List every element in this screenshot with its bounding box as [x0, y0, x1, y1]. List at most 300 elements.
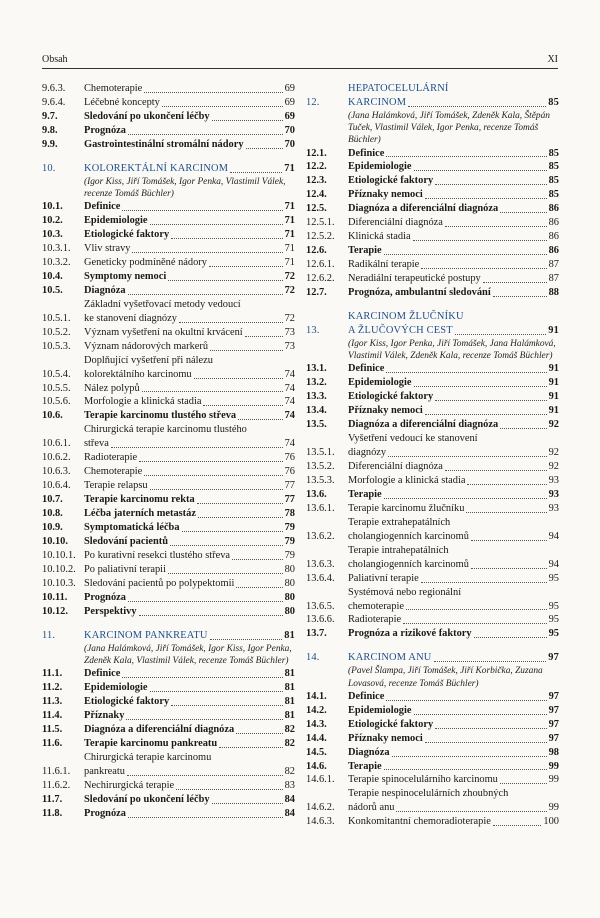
entry-page-number: 87 — [548, 273, 559, 285]
dot-leader — [483, 282, 547, 283]
entry-number: 10.5.5. — [42, 382, 71, 394]
chapter-authors: (Pavel Šlampa, Jiří Tomášek, Jiří Korbička, Zuzana Lovasová, recenze Tomáš Büchler) — [348, 666, 543, 689]
entry-title-line2: KARCINOM — [348, 96, 407, 108]
entry-number: 13.6.1. — [306, 502, 335, 514]
entry-title-text: Perspektivy — [84, 605, 137, 617]
toc-entry[interactable] — [306, 627, 559, 641]
dot-leader — [210, 350, 283, 351]
entry-page-number: 95 — [548, 600, 559, 612]
entry-number: 13.5.3. — [306, 474, 335, 486]
entry-page-number: 76 — [284, 452, 295, 464]
entry-page-number: 95 — [548, 614, 559, 626]
toc-entry[interactable] — [306, 418, 559, 432]
entry-page-number: 79 — [284, 536, 295, 547]
toc-entry[interactable] — [42, 605, 295, 619]
dot-leader — [500, 428, 546, 429]
entry-title — [348, 362, 549, 376]
entry-number: 12.6. — [306, 245, 327, 257]
entry-page-number: 97 — [548, 690, 559, 702]
entry-title — [348, 488, 549, 502]
entry-page-number: 83 — [284, 779, 295, 791]
toc-entry[interactable] — [42, 354, 295, 382]
entry-title-line1: Chirurgická terapie karcinomu tlustého — [84, 424, 247, 436]
toc-entry[interactable] — [306, 286, 559, 300]
entry-title-line2: A ŽLUČOVÝCH CEST — [348, 324, 453, 336]
entry-title — [84, 479, 285, 493]
chapter-authors: (Jana Halámková, Jiří Tomášek, Igor Kiss, Igor Penka, Zdeněk Kala, Vlastimil Válek, recenze Tomáš Büchler) — [84, 643, 292, 666]
entry-title — [348, 432, 549, 460]
entry-number: 13.4. — [306, 405, 327, 417]
entry-number: 14.3. — [306, 718, 327, 730]
toc-entry[interactable] — [306, 460, 559, 474]
entry-title — [84, 807, 285, 821]
toc-entry[interactable] — [42, 681, 295, 695]
entry-title-text: Příznaky nemoci — [348, 189, 423, 201]
entry-title-text: Nález polypů — [84, 382, 140, 394]
entry-number: 9.6.4. — [42, 96, 66, 108]
entry-number: 10.10. — [42, 536, 68, 547]
entry-title-text: Sledování pacientů — [84, 536, 169, 547]
dot-leader — [142, 391, 283, 392]
dot-leader — [209, 266, 283, 267]
entry-title-text: KARCINOM PANKREATU — [84, 629, 208, 641]
entry-title-line2: cholangiogenních karcinomů — [348, 530, 469, 542]
entry-number: 10.12. — [42, 605, 68, 617]
toc-entry[interactable] — [306, 404, 559, 418]
dot-leader — [150, 224, 283, 225]
dot-leader — [493, 296, 547, 297]
dot-leader — [466, 512, 546, 513]
toc-entry[interactable] — [42, 535, 295, 549]
entry-title-text: Etiologické faktory — [84, 695, 170, 707]
entry-title-text: Terapie karcinomu rekta — [84, 494, 195, 506]
toc-entry[interactable] — [42, 298, 295, 326]
entry-page-number: 82 — [284, 737, 295, 749]
entry-number: 13.6.3. — [306, 558, 335, 570]
entry-number: 12.6.1. — [306, 259, 335, 271]
entry-page-number: 81 — [284, 709, 295, 721]
entry-title — [348, 690, 549, 704]
entry-title-text: Definice — [348, 690, 385, 702]
entry-title — [84, 82, 285, 96]
dot-leader — [408, 106, 546, 107]
toc-entry[interactable] — [42, 340, 295, 354]
entry-number: 13.7. — [306, 628, 327, 640]
dot-leader — [413, 240, 547, 241]
entry-page-number: 72 — [284, 270, 295, 282]
entry-page-number: 94 — [548, 530, 559, 542]
entry-page-number: 72 — [284, 284, 295, 296]
section-gap — [42, 152, 295, 162]
entry-title — [348, 244, 549, 258]
toc-entry[interactable] — [306, 174, 559, 188]
toc-entry[interactable] — [306, 586, 559, 614]
entry-title — [348, 651, 548, 665]
entry-page-number: 95 — [548, 572, 559, 584]
entry-page-number: 92 — [548, 419, 559, 431]
entry-number: 10.7. — [42, 494, 63, 506]
entry-title — [348, 718, 549, 732]
toc-entry[interactable] — [42, 96, 295, 110]
dot-leader — [384, 498, 547, 499]
entry-title — [84, 162, 284, 176]
entry-title-last-line — [348, 324, 548, 338]
toc-entry[interactable] — [42, 465, 295, 479]
entry-page-number: 71 — [284, 242, 295, 254]
toc-entry[interactable] — [42, 326, 295, 340]
toc-chapter-entry[interactable] — [306, 651, 559, 665]
entry-page-number: 93 — [548, 488, 559, 500]
toc-entry[interactable] — [306, 760, 559, 774]
entry-page-number: 72 — [284, 312, 295, 324]
entry-title-text: Etiologické faktory — [348, 391, 434, 403]
entry-title — [84, 214, 285, 228]
toc-entry[interactable] — [306, 272, 559, 286]
toc-entry[interactable] — [42, 110, 295, 124]
toc-chapter-entry[interactable] — [42, 629, 295, 643]
dot-leader — [474, 637, 547, 638]
entry-title — [348, 544, 549, 572]
dot-leader — [434, 661, 547, 662]
entry-number: 10.5.3. — [42, 340, 71, 352]
entry-page-number: 97 — [548, 732, 559, 744]
entry-number: 14.6.1. — [306, 774, 335, 786]
toc-entry[interactable] — [306, 432, 559, 460]
entry-number: 12.6.2. — [306, 273, 335, 285]
toc-entry[interactable] — [306, 690, 559, 704]
entry-page-number: 92 — [548, 447, 559, 459]
entry-title — [348, 418, 549, 432]
dot-leader — [386, 372, 546, 373]
entry-title-line2: nádorů anu — [348, 802, 395, 814]
dot-leader — [245, 336, 283, 337]
entry-title-text: Terapie karcinomu pankreatu — [84, 737, 218, 749]
toc-entry[interactable] — [42, 228, 295, 242]
dot-leader — [128, 817, 283, 818]
toc-entry[interactable] — [42, 563, 295, 577]
entry-title — [348, 376, 549, 390]
toc-entry[interactable] — [42, 479, 295, 493]
toc-entry[interactable] — [306, 230, 559, 244]
entry-title-text: Epidemiologie — [348, 161, 412, 173]
dot-leader — [150, 691, 283, 692]
toc-entry[interactable] — [306, 815, 559, 829]
entry-title-text: Diagnóza — [348, 746, 390, 758]
toc-entry[interactable] — [42, 423, 295, 451]
dot-leader — [414, 170, 547, 171]
toc-entry[interactable] — [306, 258, 559, 272]
dot-leader — [396, 811, 546, 812]
entry-title-text: Etiologické faktory — [348, 718, 434, 730]
entry-number: 10.5.6. — [42, 396, 71, 408]
entry-title — [84, 284, 285, 298]
dot-leader — [421, 582, 547, 583]
dot-leader — [403, 623, 547, 624]
toc-entry[interactable] — [42, 493, 295, 507]
entry-title — [84, 591, 285, 605]
entry-number: 10.6.3. — [42, 466, 71, 478]
toc-entry[interactable] — [42, 695, 295, 709]
entry-page-number: 73 — [284, 340, 295, 352]
entry-page-number: 80 — [284, 577, 295, 589]
entry-number: 13.6.5. — [306, 600, 335, 612]
entry-number: 13.2. — [306, 377, 327, 389]
entry-number: 10.2. — [42, 215, 63, 227]
entry-title — [84, 110, 285, 124]
entry-title-text: Epidemiologie — [84, 682, 148, 694]
toc-chapter-entry[interactable] — [42, 162, 295, 176]
entry-page-number: 77 — [284, 480, 295, 492]
toc-entry[interactable] — [42, 284, 295, 298]
toc-entry[interactable] — [306, 147, 559, 161]
toc-entry[interactable] — [42, 737, 295, 751]
entry-title-text: Morfologie a klinická stadia — [348, 474, 466, 486]
entry-title — [84, 549, 285, 563]
entry-title-text: Diferenciální diagnóza — [348, 460, 443, 472]
dot-leader — [194, 378, 283, 379]
toc-entry[interactable] — [42, 382, 295, 396]
entry-title-line2: ke stanovení diagnózy — [84, 312, 177, 324]
dot-leader — [425, 742, 547, 743]
entry-title — [348, 390, 549, 404]
toc-entry[interactable] — [306, 376, 559, 390]
entry-title-text: Prognóza — [84, 807, 126, 819]
entry-title-text: Diagnóza a diferenciální diagnóza — [84, 723, 235, 735]
entry-title — [348, 258, 549, 272]
dot-leader — [238, 419, 283, 420]
dot-leader — [219, 747, 282, 748]
entry-number: 11.3. — [42, 695, 63, 707]
entry-page-number: 81 — [284, 682, 295, 694]
toc-entry[interactable] — [42, 667, 295, 681]
entry-title — [84, 409, 285, 423]
toc-entry[interactable] — [306, 202, 559, 216]
entry-title — [84, 577, 285, 591]
entry-page-number: 73 — [284, 326, 295, 338]
entry-title — [84, 200, 285, 214]
entry-title — [348, 704, 549, 718]
entry-number: 10.6. — [42, 410, 63, 422]
toc-entry[interactable] — [306, 188, 559, 202]
dot-leader — [176, 789, 283, 790]
entry-number: 10.10.1. — [42, 549, 76, 561]
dot-leader — [236, 587, 282, 588]
entry-title — [84, 507, 285, 521]
toc-entry[interactable] — [306, 516, 559, 544]
entry-number: 10.3.2. — [42, 256, 71, 268]
toc-entry[interactable] — [306, 613, 559, 627]
toc-entry[interactable] — [306, 704, 559, 718]
entry-title-line2: chemoterapie — [348, 600, 404, 612]
chapter-authors: (Igor Kiss, Jiří Tomášek, Igor Penka, Vlastimil Válek, recenze Tomáš Büchler) — [84, 176, 286, 199]
entry-title-text: Diagnóza a diferenciální diagnóza — [348, 419, 499, 431]
entry-number: 12. — [306, 96, 320, 108]
dot-leader — [493, 825, 542, 826]
dot-leader — [445, 226, 547, 227]
toc-entry[interactable] — [42, 507, 295, 521]
toc-chapter-entry[interactable] — [306, 310, 559, 338]
entry-title-line1: HEPATOCELULÁRNÍ — [348, 83, 449, 94]
dot-leader — [197, 503, 283, 504]
entry-title — [84, 681, 285, 695]
entry-title-text: Klinická stadia — [348, 231, 411, 243]
entry-number: 13. — [306, 324, 320, 336]
entry-title-line2: pankreatu — [84, 765, 125, 777]
toc-entry[interactable] — [306, 362, 559, 376]
entry-number: 10. — [42, 162, 56, 174]
entry-title — [84, 563, 285, 577]
entry-page-number: 85 — [548, 147, 559, 159]
entry-page-number: 79 — [284, 549, 295, 561]
entry-title-line1: Doplňující vyšetření při nálezu — [84, 354, 213, 366]
entry-title-text: Neradiální terapeutické postupy — [348, 273, 481, 285]
toc-entry[interactable] — [42, 270, 295, 284]
entry-page-number: 100 — [543, 816, 559, 828]
toc-entry[interactable] — [306, 160, 559, 174]
toc-entry[interactable] — [42, 242, 295, 256]
entry-page-number: 99 — [548, 802, 559, 814]
toc-entry[interactable] — [306, 474, 559, 488]
entry-title — [84, 493, 285, 507]
chapter-authors: (Igor Kiss, Igor Penka, Jiří Tomášek, Jana Halámková, Vlastimil Válek, Zdeněk Kala, recenze Tomáš Büchler) — [348, 338, 556, 362]
toc-entry[interactable] — [42, 451, 295, 465]
toc-entry[interactable] — [306, 746, 559, 760]
entry-title-line2: cholangiogenních karcinomů — [348, 558, 469, 570]
entry-page-number: 74 — [284, 396, 295, 408]
entry-title — [348, 586, 549, 614]
dot-leader — [210, 639, 283, 640]
dot-leader — [127, 775, 283, 776]
entry-page-number: 88 — [548, 287, 559, 299]
entry-title — [84, 779, 285, 793]
entry-title-text: Chemoterapie — [84, 83, 143, 94]
toc-entry[interactable] — [42, 214, 295, 228]
toc-entry[interactable] — [42, 200, 295, 214]
entry-number: 10.3. — [42, 229, 63, 241]
entry-title — [84, 667, 285, 681]
entry-number: 10.6.4. — [42, 480, 71, 492]
toc-entry[interactable] — [306, 718, 559, 732]
entry-page-number: 82 — [284, 765, 295, 777]
entry-page-number: 87 — [548, 259, 559, 271]
entry-title-text: Terapie — [348, 760, 382, 772]
toc-entry[interactable] — [42, 256, 295, 270]
dot-leader — [467, 484, 546, 485]
entry-title — [84, 709, 285, 723]
entry-title-text: Radikální terapie — [348, 259, 420, 271]
dot-leader — [144, 475, 282, 476]
dot-leader — [425, 414, 547, 415]
toc-entry[interactable] — [306, 773, 559, 787]
entry-title-text: Symptomatická léčba — [84, 522, 180, 534]
toc-entry[interactable] — [42, 549, 295, 563]
entry-title-text: Příznaky nemoci — [348, 405, 423, 417]
entry-title — [348, 572, 549, 586]
entry-page-number: 71 — [284, 215, 295, 227]
entry-number: 13.1. — [306, 363, 327, 375]
entry-number: 12.7. — [306, 287, 327, 299]
entry-page-number: 93 — [548, 474, 559, 486]
toc-entry[interactable] — [306, 787, 559, 815]
entry-title-text: Radioterapie — [348, 614, 402, 626]
entry-title-text: Terapie karcinomu tlustého střeva — [84, 410, 237, 422]
entry-title-text: Diagnóza a diferenciální diagnóza — [348, 203, 499, 215]
entry-title-text: Morfologie a klinická stadia — [84, 396, 202, 408]
entry-title-text: Příznaky nemoci — [348, 732, 423, 744]
dot-leader — [171, 705, 282, 706]
toc-entry[interactable] — [306, 544, 559, 572]
toc-entry[interactable] — [42, 82, 295, 96]
toc-entry[interactable] — [42, 521, 295, 535]
entry-number: 9.6.3. — [42, 83, 66, 94]
toc-entry[interactable] — [42, 793, 295, 807]
toc-entry[interactable] — [306, 488, 559, 502]
header-section-title: Obsah — [42, 54, 68, 65]
toc-entry[interactable] — [306, 732, 559, 746]
entry-number: 12.4. — [306, 189, 327, 201]
entry-title-text: Příznaky — [84, 709, 125, 721]
entry-number: 14.6.2. — [306, 802, 335, 814]
toc-entry[interactable] — [42, 138, 295, 152]
entry-title — [348, 160, 549, 174]
entry-number: 11. — [42, 629, 56, 641]
entry-title-text: Terapie — [348, 245, 382, 257]
entry-title — [84, 395, 285, 409]
entry-page-number: 99 — [548, 774, 559, 786]
entry-page-number: 85 — [548, 189, 559, 201]
entry-number: 14.6.3. — [306, 816, 335, 828]
entry-title-last-line — [348, 96, 548, 110]
dot-leader — [168, 280, 282, 281]
entry-title-text: Chemoterapie — [84, 466, 143, 478]
toc-entry[interactable] — [306, 502, 559, 516]
dot-leader — [122, 677, 282, 678]
header-rule — [42, 68, 558, 69]
entry-title-line1: Vyšetření vedoucí ke stanovení — [348, 433, 478, 445]
toc-entry[interactable] — [42, 709, 295, 723]
entry-page-number: 94 — [548, 558, 559, 570]
toc-entry[interactable] — [42, 124, 295, 138]
toc-entry[interactable] — [42, 751, 295, 779]
toc-entry[interactable] — [42, 409, 295, 423]
dot-leader — [182, 531, 283, 532]
entry-number: 11.6. — [42, 737, 63, 749]
section-gap — [306, 300, 559, 310]
entry-title-text: Definice — [84, 668, 121, 680]
toc-entry[interactable] — [42, 577, 295, 591]
toc-entry[interactable] — [306, 244, 559, 258]
entry-number: 9.8. — [42, 124, 58, 136]
entry-page-number: 97 — [548, 652, 559, 664]
dot-leader — [144, 92, 282, 93]
toc-entry[interactable] — [306, 572, 559, 586]
toc-entry[interactable] — [42, 779, 295, 793]
entry-page-number: 93 — [548, 502, 559, 514]
toc-entry[interactable] — [306, 390, 559, 404]
entry-title-line1: KARCINOM ŽLUČNÍKU — [348, 311, 464, 322]
toc-entry[interactable] — [306, 216, 559, 230]
toc-entry[interactable] — [42, 395, 295, 409]
entry-page-number: 71 — [284, 229, 295, 241]
entry-title — [84, 354, 285, 382]
entry-page-number: 84 — [284, 793, 295, 805]
entry-title — [348, 404, 549, 418]
toc-chapter-entry[interactable] — [306, 82, 559, 110]
toc-entry[interactable] — [42, 723, 295, 737]
toc-entry[interactable] — [42, 591, 295, 605]
toc-entry[interactable] — [42, 807, 295, 821]
dot-leader — [392, 756, 547, 757]
